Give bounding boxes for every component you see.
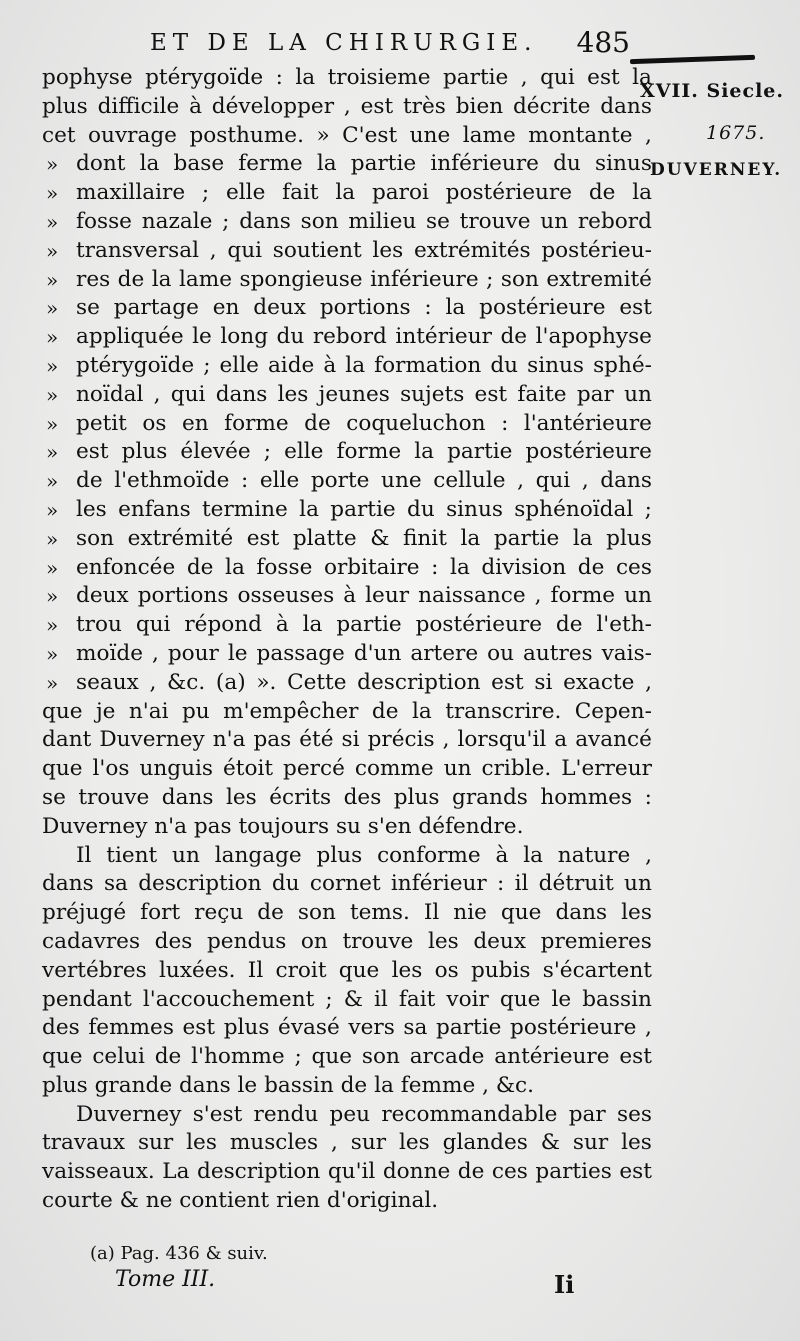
margin-century: XVII. Siecle. bbox=[640, 80, 785, 102]
text-line: Duverney n'a pas toujours su s'en défendre. bbox=[42, 813, 524, 839]
quoted-line: » transversal , qui soutient les extrémités postérieu- bbox=[42, 237, 652, 266]
margin-rule bbox=[630, 55, 755, 64]
text-line: travaux sur les muscles , sur les glandes & sur les bbox=[42, 1130, 652, 1156]
quoted-line: » se partage en deux portions : la postérieure est bbox=[42, 294, 652, 323]
footnote: (a) Pag. 436 & suiv. bbox=[90, 1243, 268, 1264]
quoted-line: » noïdal , qui dans les jeunes sujets est faite par un bbox=[42, 381, 652, 410]
quoted-line: » son extrémité est platte & finit la partie la plus bbox=[42, 525, 652, 554]
quoted-line: » ptérygoïde ; elle aide à la formation du sinus sphé- bbox=[42, 352, 652, 381]
quoted-line: » est plus élevée ; elle forme la partie postérieure bbox=[42, 438, 652, 467]
quoted-line: » res de la lame spongieuse inférieure ; son extremité bbox=[42, 266, 652, 295]
quoted-line: » moïde , pour le passage d'un artere ou autres vais- bbox=[42, 640, 652, 669]
text-line: courte & ne contient rien d'original. bbox=[42, 1188, 439, 1214]
margin-year: 1675. bbox=[706, 122, 766, 144]
text-line: dant Duverney n'a pas été si précis , lorsqu'il a avancé bbox=[42, 727, 652, 753]
text-line: que celui de l'homme ; que son arcade antérieure est bbox=[42, 1044, 652, 1070]
text-line: vertébres luxées. Il croit que les os pubis s'écartent bbox=[42, 957, 652, 983]
signature-mark: Ii bbox=[554, 1270, 575, 1299]
quoted-line: » fosse nazale ; dans son milieu se trouve un rebord bbox=[42, 208, 652, 237]
quoted-line: » petit os en forme de coqueluchon : l'antérieure bbox=[42, 410, 652, 439]
paragraph-start: Duverney s'est rendu peu recommandable par ses bbox=[76, 1101, 652, 1127]
text-line: que je n'ai pu m'empêcher de la transcrire. Cepen- bbox=[42, 698, 652, 724]
quoted-line: » maxillaire ; elle fait la paroi postérieure de la bbox=[42, 179, 652, 208]
quoted-line: » trou qui répond à la partie postérieure de l'eth- bbox=[42, 611, 652, 640]
text-line: des femmes est plus évasé vers sa partie postérieure , bbox=[42, 1015, 652, 1041]
text-line: dans sa description du cornet inférieur : il détruit un bbox=[42, 871, 652, 897]
quoted-line: » seaux , &c. (a) ». Cette description est si exacte , bbox=[42, 669, 652, 698]
volume-label: Tome III. bbox=[115, 1267, 216, 1292]
text-line: pendant l'accouchement ; & il fait voir que le bassin bbox=[42, 986, 652, 1012]
quoted-line: » les enfans termine la partie du sinus sphénoïdal ; bbox=[42, 496, 652, 525]
text-line: vaisseaux. La description qu'il donne de ces parties est bbox=[42, 1159, 652, 1185]
text-line: pophyse ptérygoïde : la troisieme partie , qui est la bbox=[42, 65, 652, 90]
quoted-line: » de l'ethmoïde : elle porte une cellule , qui , dans bbox=[42, 467, 652, 496]
text-line: que l'os unguis étoit percé comme un crible. L'erreur bbox=[42, 756, 652, 782]
quoted-line: » deux portions osseuses à leur naissance , forme un bbox=[42, 582, 652, 611]
text-line: plus grande dans le bassin de la femme , &c. bbox=[42, 1072, 534, 1098]
page-number: 485 bbox=[576, 26, 630, 59]
text-line: cet ouvrage posthume. » C'est une lame montante , bbox=[42, 122, 652, 148]
quoted-line: » dont la base ferme la partie inférieure du sinus bbox=[42, 150, 652, 179]
quoted-line: » appliquée le long du rebord intérieur de l'apophyse bbox=[42, 323, 652, 352]
text-line: cadavres des pendus on trouve les deux premieres bbox=[42, 928, 652, 954]
margin-author: DUVERNEY. bbox=[650, 160, 783, 180]
paragraph-start: Il tient un langage plus conforme à la nature , bbox=[76, 842, 652, 868]
quoted-line: » enfoncée de la fosse orbitaire : la division de ces bbox=[42, 554, 652, 583]
text-line: préjugé fort reçu de son tems. Il nie que dans les bbox=[42, 900, 652, 926]
body-text bbox=[42, 64, 652, 1216]
page-header bbox=[150, 26, 630, 62]
text-line: plus difficile à développer , est très bien décrite dans bbox=[42, 93, 652, 119]
text-line: se trouve dans les écrits des plus grands hommes : bbox=[42, 784, 652, 810]
running-title: ET DE LA CHIRURGIE. bbox=[150, 30, 538, 56]
